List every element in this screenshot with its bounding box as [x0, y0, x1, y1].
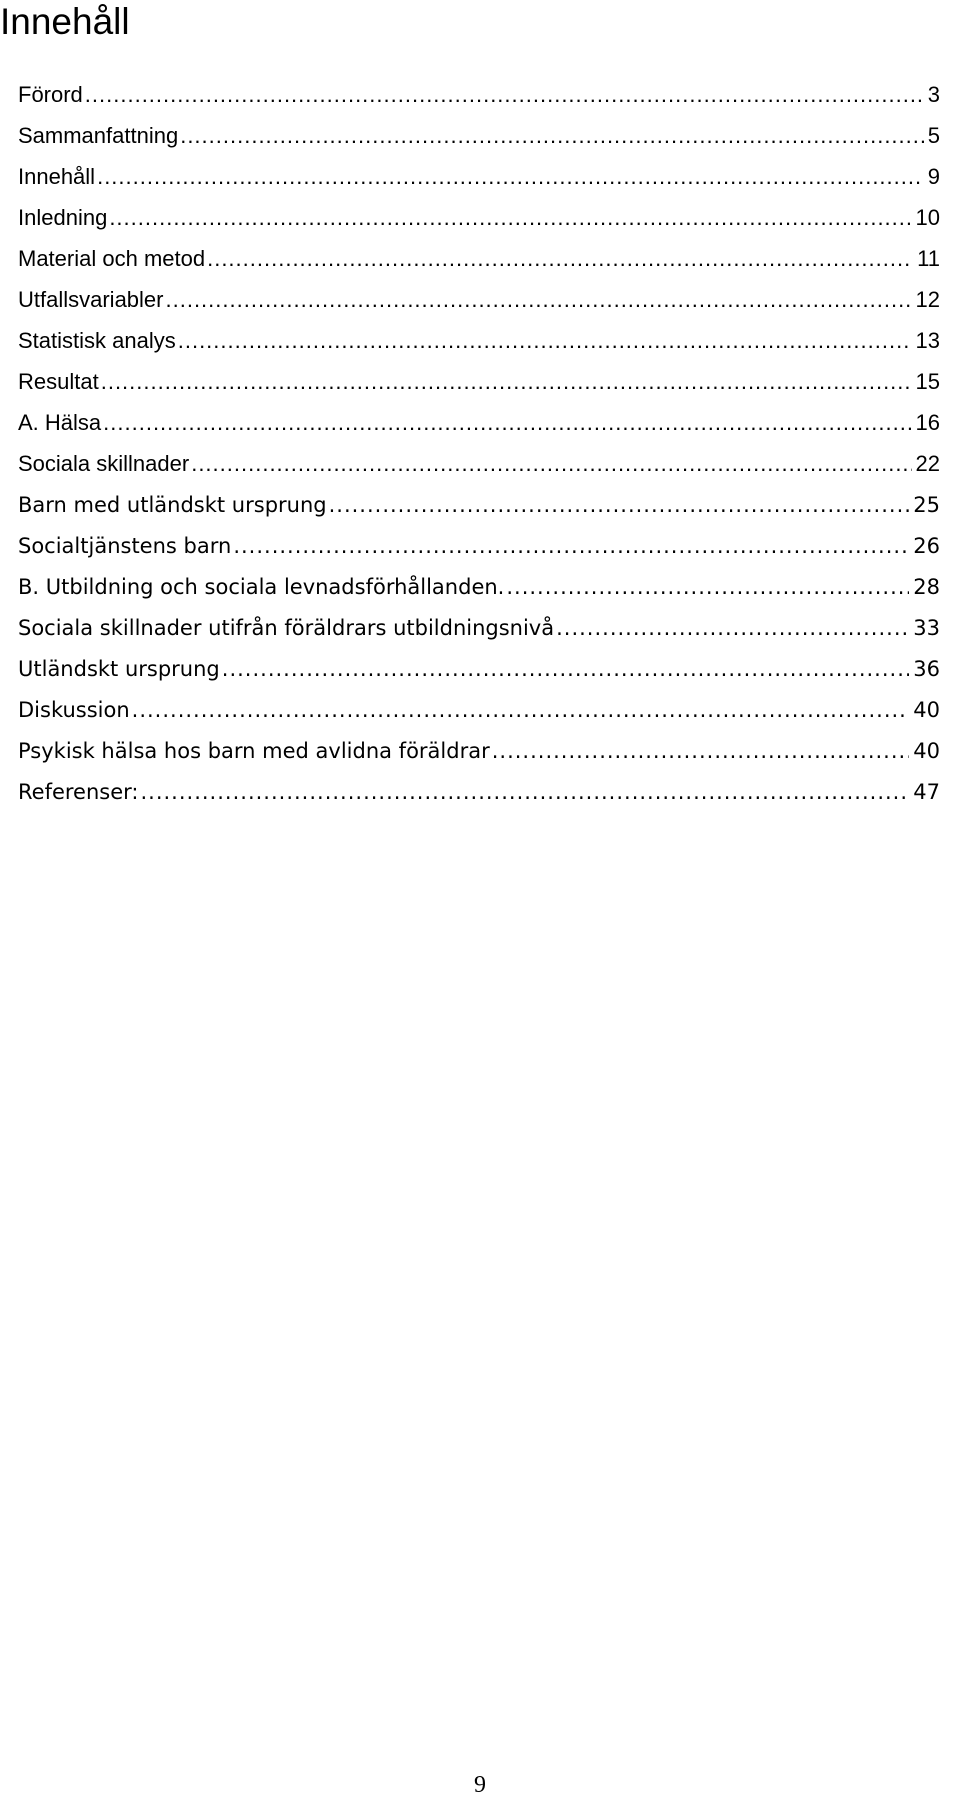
toc-entry-title: Utfallsvariabler [18, 287, 164, 312]
toc-dot-leader [222, 652, 910, 686]
toc-dot-leader [556, 611, 909, 645]
toc-entry-title: Inledning [18, 205, 108, 230]
toc-dot-leader [97, 160, 924, 194]
toc-entry-page: 40 [913, 739, 940, 763]
toc-entry[interactable] [18, 283, 940, 324]
toc-entry-page: 12 [915, 287, 940, 312]
toc-entry[interactable] [18, 488, 940, 529]
toc-dot-leader [492, 734, 910, 768]
toc-entry-page: 5 [927, 123, 940, 148]
toc-entry-page: 28 [913, 575, 940, 599]
toc-entry-page: 3 [927, 82, 940, 107]
toc-entry-title: Material och metod [18, 246, 206, 271]
toc-entry[interactable] [18, 119, 940, 160]
toc-dot-leader [180, 119, 924, 153]
toc-entry-page: 33 [913, 616, 940, 640]
toc-entry-page: 11 [917, 246, 940, 271]
toc-entry-title: Statistisk analys [18, 328, 176, 353]
toc-entry-page: 22 [915, 451, 940, 476]
page-title: Innehåll [0, 1, 130, 42]
toc-entry-title: Diskussion [18, 698, 130, 722]
toc-entry-title: Sammanfattning [18, 123, 179, 148]
toc-entry-title: Sociala skillnader utifrån föräldrars utbildningsnivå [18, 616, 555, 640]
toc-entry-title: Förord [18, 82, 83, 107]
toc-entry[interactable] [18, 693, 940, 734]
toc-dot-leader [132, 693, 910, 727]
toc-entry[interactable] [18, 406, 940, 447]
toc-entry[interactable] [18, 652, 940, 693]
toc-entry-title: A. Hälsa [18, 410, 102, 435]
toc-entry[interactable] [18, 529, 940, 570]
toc-entry-page: 13 [915, 328, 940, 353]
toc-entry-page: 40 [913, 698, 940, 722]
toc-dot-leader [166, 283, 912, 317]
toc-dot-leader [140, 775, 909, 809]
toc-entry[interactable] [18, 734, 940, 775]
toc-entry-page: 25 [913, 493, 940, 517]
page-number: 9 [474, 1772, 486, 1798]
toc-dot-leader [178, 324, 912, 358]
toc-entry-title: Psykisk hälsa hos barn med avlidna föräldrar [18, 739, 490, 763]
toc-entry[interactable] [18, 775, 940, 816]
toc-dot-leader [191, 447, 911, 481]
toc-entry[interactable] [18, 242, 940, 283]
toc-entry[interactable] [18, 78, 940, 119]
toc-entry-title: B. Utbildning och sociala levnadsförhållanden. [18, 575, 505, 599]
toc-entry-page: 47 [913, 780, 940, 804]
toc-dot-leader [109, 201, 911, 235]
table-of-contents [18, 78, 940, 816]
toc-entry-title: Referenser: [18, 780, 139, 804]
toc-entry[interactable] [18, 611, 940, 652]
toc-dot-leader [85, 78, 924, 112]
toc-entry-page: 9 [927, 164, 940, 189]
toc-entry-page: 36 [913, 657, 940, 681]
toc-entry-page: 15 [915, 369, 940, 394]
toc-entry[interactable] [18, 160, 940, 201]
toc-entry-title: Socialtjänstens barn [18, 534, 232, 558]
toc-entry-title: Barn med utländskt ursprung [18, 493, 327, 517]
toc-entry-title: Resultat [18, 369, 99, 394]
toc-dot-leader [233, 529, 909, 563]
toc-dot-leader [506, 570, 909, 604]
toc-entry[interactable] [18, 570, 940, 611]
toc-entry-title: Utländskt ursprung [18, 657, 220, 681]
toc-dot-leader [101, 365, 912, 399]
toc-entry-page: 26 [913, 534, 940, 558]
toc-entry-title: Innehåll [18, 164, 96, 189]
toc-dot-leader [103, 406, 911, 440]
toc-entry[interactable] [18, 201, 940, 242]
toc-entry-page: 10 [915, 205, 940, 230]
toc-entry[interactable] [18, 324, 940, 365]
toc-entry[interactable] [18, 447, 940, 488]
toc-dot-leader [207, 242, 913, 276]
toc-dot-leader [329, 488, 910, 522]
toc-entry-title: Sociala skillnader [18, 451, 190, 476]
toc-entry[interactable] [18, 365, 940, 406]
toc-entry-page: 16 [915, 410, 940, 435]
